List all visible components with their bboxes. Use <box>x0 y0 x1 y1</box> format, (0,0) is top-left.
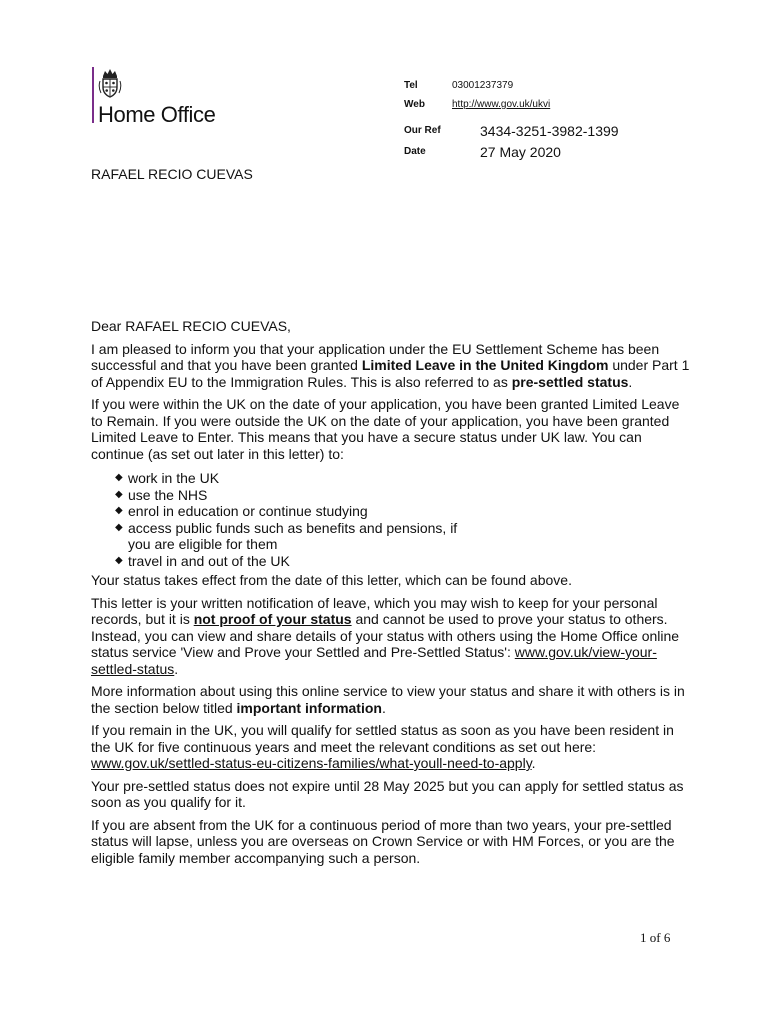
home-office-logo <box>92 67 232 125</box>
list-item <box>91 470 691 487</box>
paragraph-text: under Part 1 of Appendix EU to the Immigration Rules. This is also referred to as <box>91 357 690 390</box>
important-info-emphasis: important information <box>236 699 382 716</box>
paragraph-settled-qualification <box>91 722 691 772</box>
list-item-continuation: you are eligible for them <box>128 536 278 552</box>
letter-body <box>91 318 691 872</box>
paragraph-leave-details: If you were within the UK on the date of your application, you have been granted Limited Leave to Remain. If you were outside the UK on the date of your application, you have been granted Limited Leave to Enter. This means that you have a secure status under UK law. You can continue (as set out later in this letter) to: <box>91 396 680 462</box>
bullet-icon: ◆ <box>115 521 123 533</box>
list-item-text: work in the UK <box>128 470 220 486</box>
paragraph-text: If you remain in the UK, you will qualify for settled status as soon as you have been resident in the UK for five continuous years and meet the relevant conditions as set out here: <box>91 722 674 755</box>
paragraph-granted <box>91 341 691 391</box>
logo-accent-bar <box>92 67 94 123</box>
paragraph-text: . <box>381 699 386 716</box>
list-item-text: access public funds such as benefits and pensions, if <box>128 519 458 536</box>
paragraph-more-info <box>91 683 691 716</box>
list-item <box>91 520 691 553</box>
paragraph-expiry: Your pre-settled status does not expire until 28 May 2025 but you can apply for settled status as soon as you qualify for it. <box>91 777 684 810</box>
list-item-text: use the NHS <box>128 486 208 503</box>
paragraph-absence: If you are absent from the UK for a continuous period of more than two years, your pre-settled status will lapse, unless you are overseas on Crown Service or with HM Forces, or you are the eligible family member accompanying such a person. <box>91 816 675 866</box>
settled-status-link[interactable]: www.gov.uk/settled-status-eu-citizens-families/what-youll-need-to-apply <box>91 755 532 771</box>
bullet-icon: ◆ <box>115 505 123 516</box>
list-item <box>91 487 691 504</box>
paragraph-text: I am pleased to inform you that your application under the EU Settlement Scheme has been successful and that you have been granted <box>91 340 660 373</box>
greeting: Dear RAFAEL RECIO CUEVAS, <box>91 318 291 334</box>
paragraph-text: . <box>531 755 536 771</box>
bullet-icon: ◆ <box>115 472 123 483</box>
bullet-icon: ◆ <box>115 554 123 566</box>
paragraph-text: . <box>174 660 179 677</box>
list-item-text: enrol in education or continue studying <box>128 503 368 519</box>
org-name: Home Office <box>98 102 216 127</box>
recipient-name: RAFAEL RECIO CUEVAS <box>91 166 253 182</box>
date-label: Date <box>404 146 426 157</box>
paragraph-notification <box>91 595 691 678</box>
royal-crest-icon <box>98 67 122 99</box>
bullet-icon: ◆ <box>115 488 123 500</box>
list-item <box>91 503 691 520</box>
tel-value: 03001237379 <box>452 80 514 91</box>
list-item <box>91 553 691 570</box>
ref-value: 3434-3251-3982-1399 <box>480 123 619 139</box>
view-status-link[interactable]: www.gov.uk/view-your-settled-status <box>91 644 657 677</box>
page-number: 1 of 6 <box>640 930 671 945</box>
paragraph-text: More information about using this online service to view your status and share it with others is in the section below titled <box>91 683 685 716</box>
paragraph-text: and cannot be used to prove your status to others. Instead, you can view and share details of your status with others using the Home Office online status service 'View and Prove your Settled and Pre-Settled Status': <box>91 611 680 660</box>
paragraph-effective-date: Your status takes effect from the date of this letter, which can be found above. <box>91 572 572 588</box>
rights-list <box>91 470 691 569</box>
web-link[interactable]: http://www.gov.uk/ukvi <box>452 99 551 110</box>
status-emphasis: pre-settled status <box>511 373 629 390</box>
paragraph-text: . <box>628 373 633 390</box>
not-proof-emphasis: not proof of your status <box>193 611 352 627</box>
list-item-text: travel in and out of the UK <box>128 552 290 569</box>
tel-label: Tel <box>404 80 418 91</box>
date-value: 27 May 2020 <box>480 144 561 160</box>
leave-type-emphasis: Limited Leave in the United Kingdom <box>361 357 609 373</box>
ref-label: Our Ref <box>404 125 441 136</box>
web-label: Web <box>404 99 425 110</box>
paragraph-text: This letter is your written notification of leave, which you may wish to keep for your personal records, but it is <box>91 594 658 627</box>
